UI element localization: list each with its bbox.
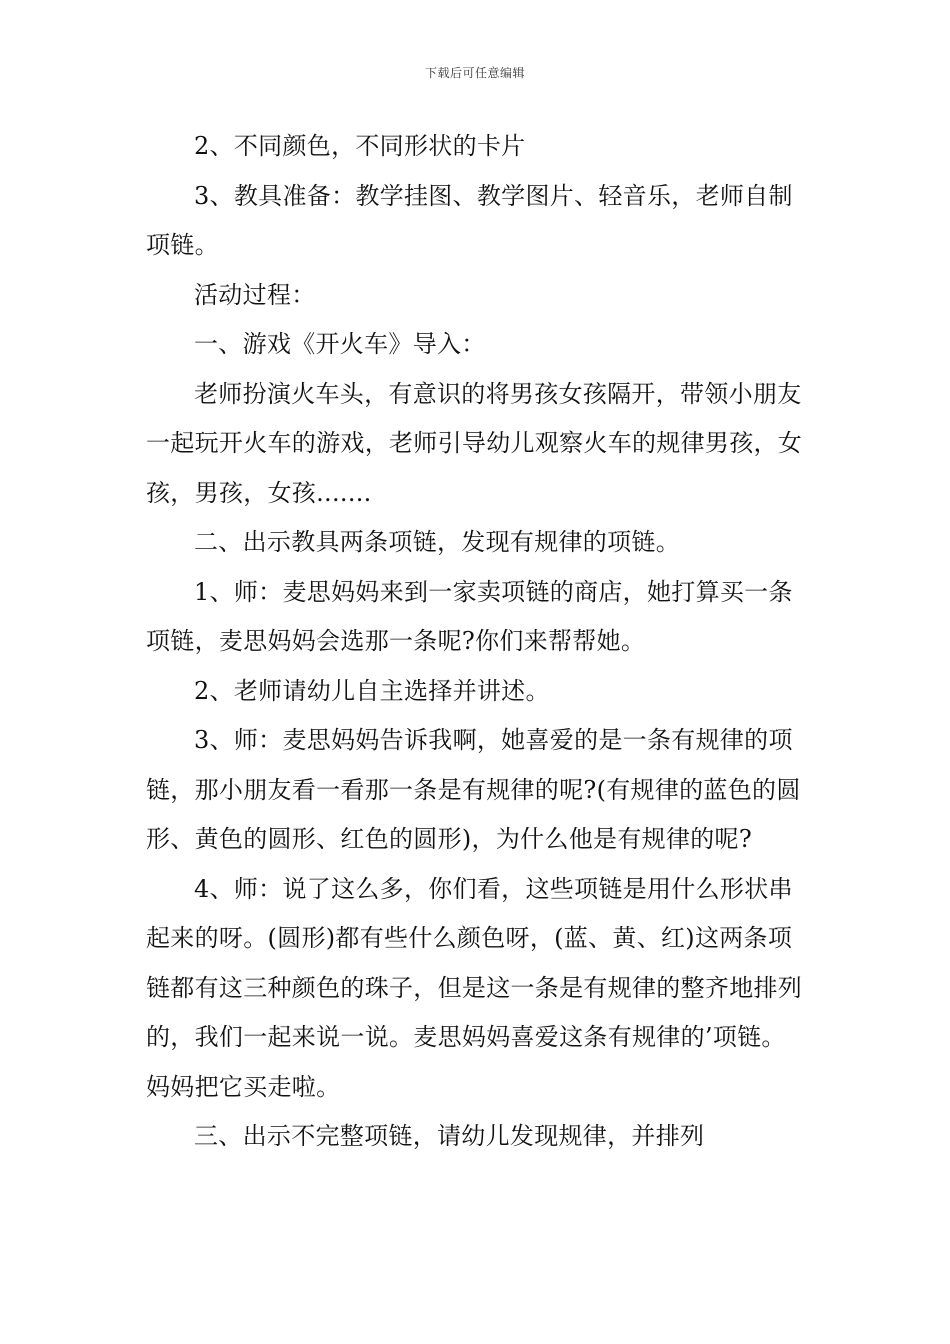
- paragraph-train-game: 老师扮演火车头，有意识的将男孩女孩隔开，带领小朋友一起玩开火车的游戏，老师引导幼儿观察火车的规律男孩，女孩，男孩，女孩.......: [146, 379, 803, 507]
- document-body: [146, 122, 806, 1162]
- paragraph-section-one-heading: 一、游戏《开火车》导入：: [194, 330, 486, 358]
- paragraph-section-two-heading: 二、出示教具两条项链，发现有规律的项链。: [194, 528, 680, 556]
- paragraph-materials-cards: 2、不同颜色，不同形状的卡片: [194, 132, 526, 160]
- paragraph-step-three: 3、师：麦思妈妈告诉我啊，她喜爱的是一条有规律的项链，那小朋友看一看那一条是有规律的呢?(有规律的蓝色的圆形、黄色的圆形、红色的圆形)，为什么他是有规律的呢?: [146, 726, 801, 853]
- paragraph-step-two: 2、老师请幼儿自主选择并讲述。: [194, 676, 550, 705]
- paragraph-activity-process-heading: 活动过程：: [194, 280, 316, 309]
- paragraph-step-one: 1、师：麦思妈妈来到一家卖项链的商店，她打算买一条项链，麦思妈妈会选那一条呢?你们来帮帮她。: [146, 577, 793, 655]
- page-header: 下载后可任意编辑: [424, 66, 525, 80]
- paragraph-step-four: 4、师：说了这么多，你们看，这些项链是用什么形状串起来的呀。(圆形)都有些什么颜色呀，(蓝、黄、红)这两条项链都有这三种颜色的珠子，但是这一条是有规律的整齐地排列的，我们一起来说一说。麦思妈妈喜爱这条有规律的’项链。妈妈把它买走啦。: [146, 874, 803, 1101]
- paragraph-section-three-heading: 三、出示不完整项链，请幼儿发现规律，并排列: [194, 1122, 705, 1150]
- paragraph-materials-teaching-aids: 3、教具准备：教学挂图、教学图片、轻音乐，老师自制项链。: [146, 181, 793, 259]
